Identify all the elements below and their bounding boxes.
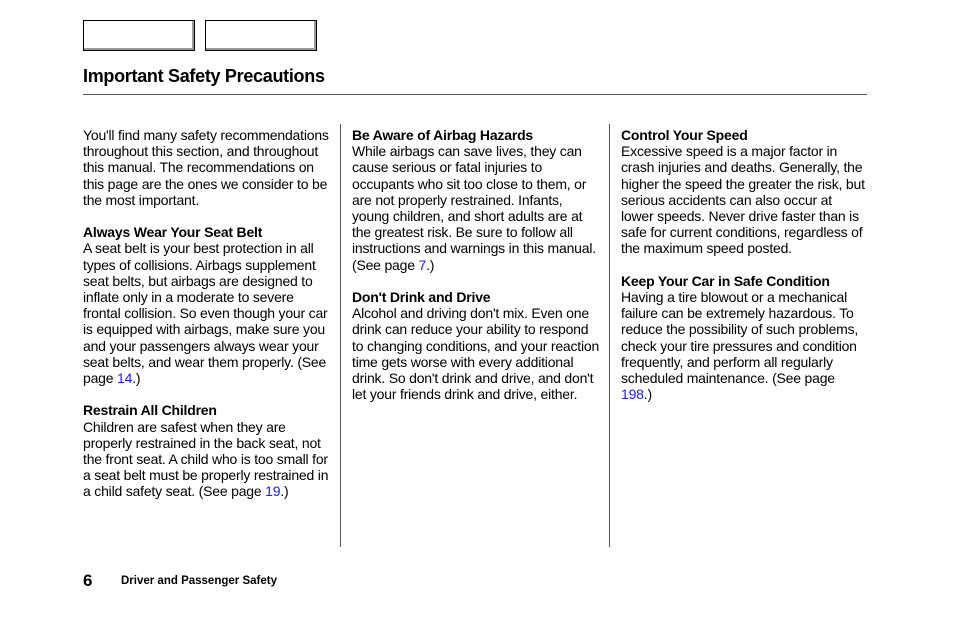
footer-section-title: Driver and Passenger Safety xyxy=(121,575,277,587)
airbag-hazards-text: While airbags can save lives, they can cause serious or fatal injuries to occupants who sit too close to them, or are not properly restrained. Infants, young children, and short adults are at the greatest risk. Be sure to follow all instructions and warnings in this manual. xyxy=(352,143,596,257)
previous-page-button[interactable] xyxy=(83,20,195,51)
intro-section xyxy=(83,127,331,208)
intro-text: You'll find many safety recommendations throughout this section, and throughout this manual. The recommendations on this page are the ones we consider to be the most important. xyxy=(83,127,329,208)
seat-belt-page-reference: (See page 14.) xyxy=(83,353,327,387)
safe-condition-section xyxy=(621,273,867,403)
title-divider xyxy=(83,94,867,95)
drink-drive-text: Alcohol and driving don't mix. Even one drink can reduce your ability to respond to changing conditions, and your reaction time gets worse with every additional drink. So don't drink and drive, and don't let your friends drink and drive, either. xyxy=(352,305,600,403)
control-speed-heading: Control Your Speed xyxy=(621,127,748,143)
seat-belt-heading: Always Wear Your Seat Belt xyxy=(83,224,263,241)
page-198-link[interactable]: 198 xyxy=(621,386,644,403)
seat-belt-text: A seat belt is your best protection in all types of collisions. Airbags supplement seat belts, but airbags are designed to inflate only in a moderate to severe frontal collision. So even though your car is equipped with airbags, make sure you and your passengers always wear your seat belts, and wear them properly. xyxy=(83,240,328,370)
page-19-link[interactable]: 19 xyxy=(265,483,281,500)
column-3 xyxy=(621,127,867,419)
column-divider-2 xyxy=(609,124,610,547)
page-title: Important Safety Precautions xyxy=(83,66,325,86)
next-page-button[interactable] xyxy=(205,20,317,51)
control-speed-text: Excessive speed is a major factor in crash injuries and deaths. Generally, the higher the speed the greater the risk, but serious accidents can also occur at lower speeds. Never drive faster than is safe for current conditions, regardless of the maximum speed posted. xyxy=(621,143,865,257)
safe-condition-heading: Keep Your Car in Safe Condition xyxy=(621,272,830,289)
restrain-children-heading: Restrain All Children xyxy=(83,402,217,419)
restrain-children-page-reference: (See page 19.) xyxy=(194,483,289,500)
drink-drive-heading: Don't Drink and Drive xyxy=(352,289,491,306)
safe-condition-page-reference: (See page 198.) xyxy=(621,370,835,403)
restrain-children-section xyxy=(83,402,331,499)
drink-drive-section xyxy=(352,289,602,402)
seat-belt-section xyxy=(83,224,331,386)
column-divider-1 xyxy=(340,124,341,547)
airbag-hazards-page-reference: (See page 7.) xyxy=(352,256,435,273)
airbag-hazards-heading: Be Aware of Airbag Hazards xyxy=(352,127,534,143)
safe-condition-text: Having a tire blowout or a mechanical failure can be extremely hazardous. To reduce the possibility of such problems, check your tire pressures and condition frequently, and perform all regularly scheduled maintenance. xyxy=(621,289,859,387)
page-14-link[interactable]: 14 xyxy=(117,370,133,387)
column-2 xyxy=(352,127,602,419)
restrain-children-text: Children are safest when they are properly restrained in the back seat, not the front seat. A child who is too small for a seat belt must be properly restrained in a child safety seat. xyxy=(83,418,329,500)
page-7-link[interactable]: 7 xyxy=(418,256,427,273)
control-speed-section xyxy=(621,127,867,257)
column-1 xyxy=(83,127,331,516)
page-number: 6 xyxy=(83,571,93,590)
airbag-hazards-section xyxy=(352,127,602,273)
